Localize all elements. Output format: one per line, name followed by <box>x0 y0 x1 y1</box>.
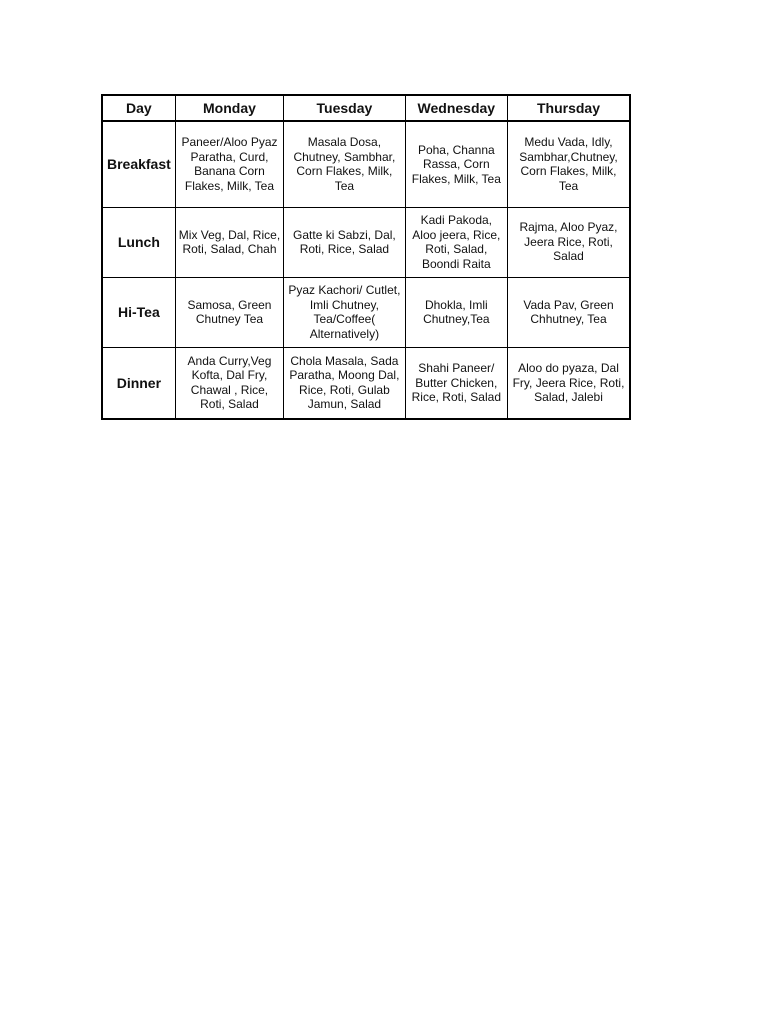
weekly-menu-table <box>101 94 631 420</box>
header-tuesday: Tuesday <box>284 95 405 121</box>
menu-cell-wednesday: Shahi Paneer/ Butter Chicken, Rice, Roti, Salad <box>405 347 507 419</box>
meal-label: Lunch <box>102 207 175 277</box>
menu-cell-tuesday: Masala Dosa, Chutney, Sambhar, Corn Flakes, Milk, Tea <box>284 121 405 207</box>
table-row-breakfast <box>102 121 630 207</box>
menu-cell-monday: Mix Veg, Dal, Rice, Roti, Salad, Chah <box>175 207 283 277</box>
menu-cell-wednesday: Kadi Pakoda, Aloo jeera, Rice, Roti, Salad, Boondi Raita <box>405 207 507 277</box>
meal-label: Dinner <box>102 347 175 419</box>
table-body <box>102 121 630 419</box>
menu-cell-tuesday: Chola Masala, Sada Paratha, Moong Dal, Rice, Roti, Gulab Jamun, Salad <box>284 347 405 419</box>
header-wednesday: Wednesday <box>405 95 507 121</box>
menu-cell-wednesday: Poha, Channa Rassa, Corn Flakes, Milk, Tea <box>405 121 507 207</box>
header-monday: Monday <box>175 95 283 121</box>
meal-label: Hi-Tea <box>102 277 175 347</box>
table-row-dinner <box>102 347 630 419</box>
menu-cell-monday: Paneer/Aloo Pyaz Paratha, Curd, Banana Corn Flakes, Milk, Tea <box>175 121 283 207</box>
menu-cell-thursday: Vada Pav, Green Chhutney, Tea <box>508 277 631 347</box>
menu-cell-thursday: Medu Vada, Idly, Sambhar,Chutney, Corn Flakes, Milk, Tea <box>508 121 631 207</box>
menu-cell-tuesday: Gatte ki Sabzi, Dal, Roti, Rice, Salad <box>284 207 405 277</box>
table-header <box>102 95 630 121</box>
menu-cell-thursday: Aloo do pyaza, Dal Fry, Jeera Rice, Roti, Salad, Jalebi <box>508 347 631 419</box>
menu-cell-wednesday: Dhokla, Imli Chutney,Tea <box>405 277 507 347</box>
menu-cell-thursday: Rajma, Aloo Pyaz, Jeera Rice, Roti, Salad <box>508 207 631 277</box>
header-row <box>102 95 630 121</box>
header-day: Day <box>102 95 175 121</box>
header-thursday: Thursday <box>508 95 631 121</box>
table-row-lunch <box>102 207 630 277</box>
menu-cell-monday: Anda Curry,Veg Kofta, Dal Fry, Chawal , Rice, Roti, Salad <box>175 347 283 419</box>
table-row-hi-tea <box>102 277 630 347</box>
meal-label: Breakfast <box>102 121 175 207</box>
menu-cell-monday: Samosa, Green Chutney Tea <box>175 277 283 347</box>
menu-cell-tuesday: Pyaz Kachori/ Cutlet, Imli Chutney, Tea/Coffee( Alternatively) <box>284 277 405 347</box>
